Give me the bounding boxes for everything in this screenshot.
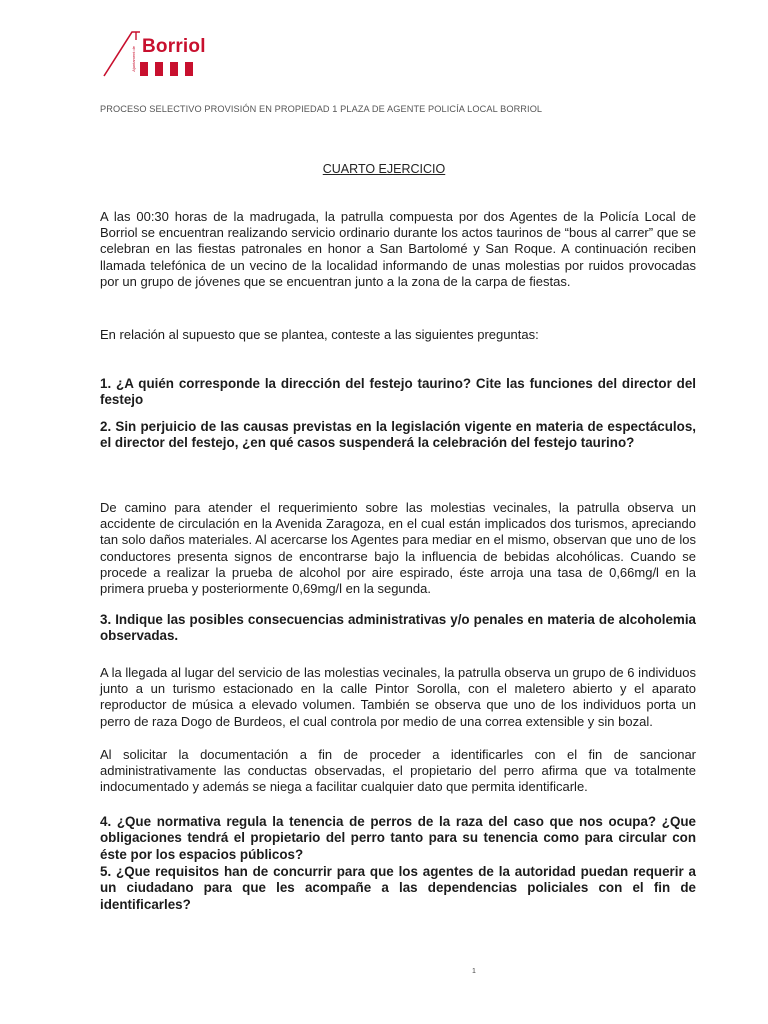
exercise-title: CUARTO EJERCICIO	[322, 162, 446, 176]
accident-paragraph: De camino para atender el requerimiento sobre las molestias vecinales, la patrulla observa un accidente de circulación en la Avenida Zaragoza, en el cual están implicados dos turismos, apreciando tan solo daños materiales. Al acercarse los Agentes para mediar en el mismo, observan que uno de los conductores presenta signos de encontrarse bajo la influencia de bebidas alcohólicas. Cuando se procede a realizar la prueba de alcohol por aire espirado, éste arroja una tasa de 0,66mg/l en la primera prueba y posteriormente 0,69mg/l en la segunda.	[100, 500, 696, 597]
identification-paragraph: Al solicitar la documentación a fin de proceder a identificarles con el fin de sancionar administrativamente las conductas observadas, el propietario del perro afirma que va totalmente indocumentado y además se niega a facilitar cualquier dato que permita identificarle.	[100, 747, 696, 795]
instructions-paragraph: En relación al supuesto que se plantea, conteste a las siguientes preguntas:	[100, 327, 539, 342]
question-5: 5. ¿Que requisitos han de concurrir para que los agentes de la autoridad puedan requerir a un ciudadano para que les acompañe a las dependencias policiales con el fin de identificarles?	[100, 864, 696, 912]
dog-paragraph: A la llegada al lugar del servicio de las molestias vecinales, la patrulla observa un grupo de 6 individuos junto a un turismo estacionado en la calle Pintor Sorolla, con el maletero abierto y el aparato reproductor de música a elevado volumen. También se observa que uno de los individuos porta un perro de raza Dogo de Burdeos, el cual controla por medio de una correa extensible y sin bozal.	[100, 665, 696, 729]
question-3: 3. Indique las posibles consecuencias administrativas y/o penales en materia de alcoholemia observadas.	[100, 612, 696, 644]
question-2: 2. Sin perjuicio de las causas previstas en la legislación vigente en materia de espectáculos, el director del festejo, ¿en qué casos suspenderá la celebración del festejo taurino?	[100, 419, 696, 451]
question-4: 4. ¿Que normativa regula la tenencia de perros de la raza del caso que nos ocupa? ¿Que obligaciones tendrá el propietario del perro tanto para su tenencia como para circular con éste por los espacios públicos?	[100, 814, 696, 862]
logo-subtext: Ajuntament de	[131, 46, 136, 72]
intro-paragraph: A las 00:30 horas de la madrugada, la patrulla compuesta por dos Agentes de la Policía Local de Borriol se encuentran realizando servicio ordinario durante los actos taurinos de “bous al carrer” que se celebran en las fiestas patronales en honor a San Bartolomé y San Roque. A continuación reciben llamada telefónica de un vecino de la localidad informando de unas molestias por ruidos provocadas por un grupo de jóvenes que se encuentran junto a la zona de la carpa de fiestas.	[100, 209, 696, 289]
borriol-logo	[100, 28, 210, 80]
page-number: 1	[472, 968, 476, 975]
logo-bars-icon	[140, 62, 193, 76]
document-header: PROCESO SELECTIVO PROVISIÓN EN PROPIEDAD 1 PLAZA DE AGENTE POLICÍA LOCAL BORRIOL	[100, 104, 543, 114]
question-1: 1. ¿A quién corresponde la dirección del festejo taurino? Cite las funciones del director del festejo	[100, 376, 696, 408]
logo-name: Borriol	[142, 36, 206, 57]
